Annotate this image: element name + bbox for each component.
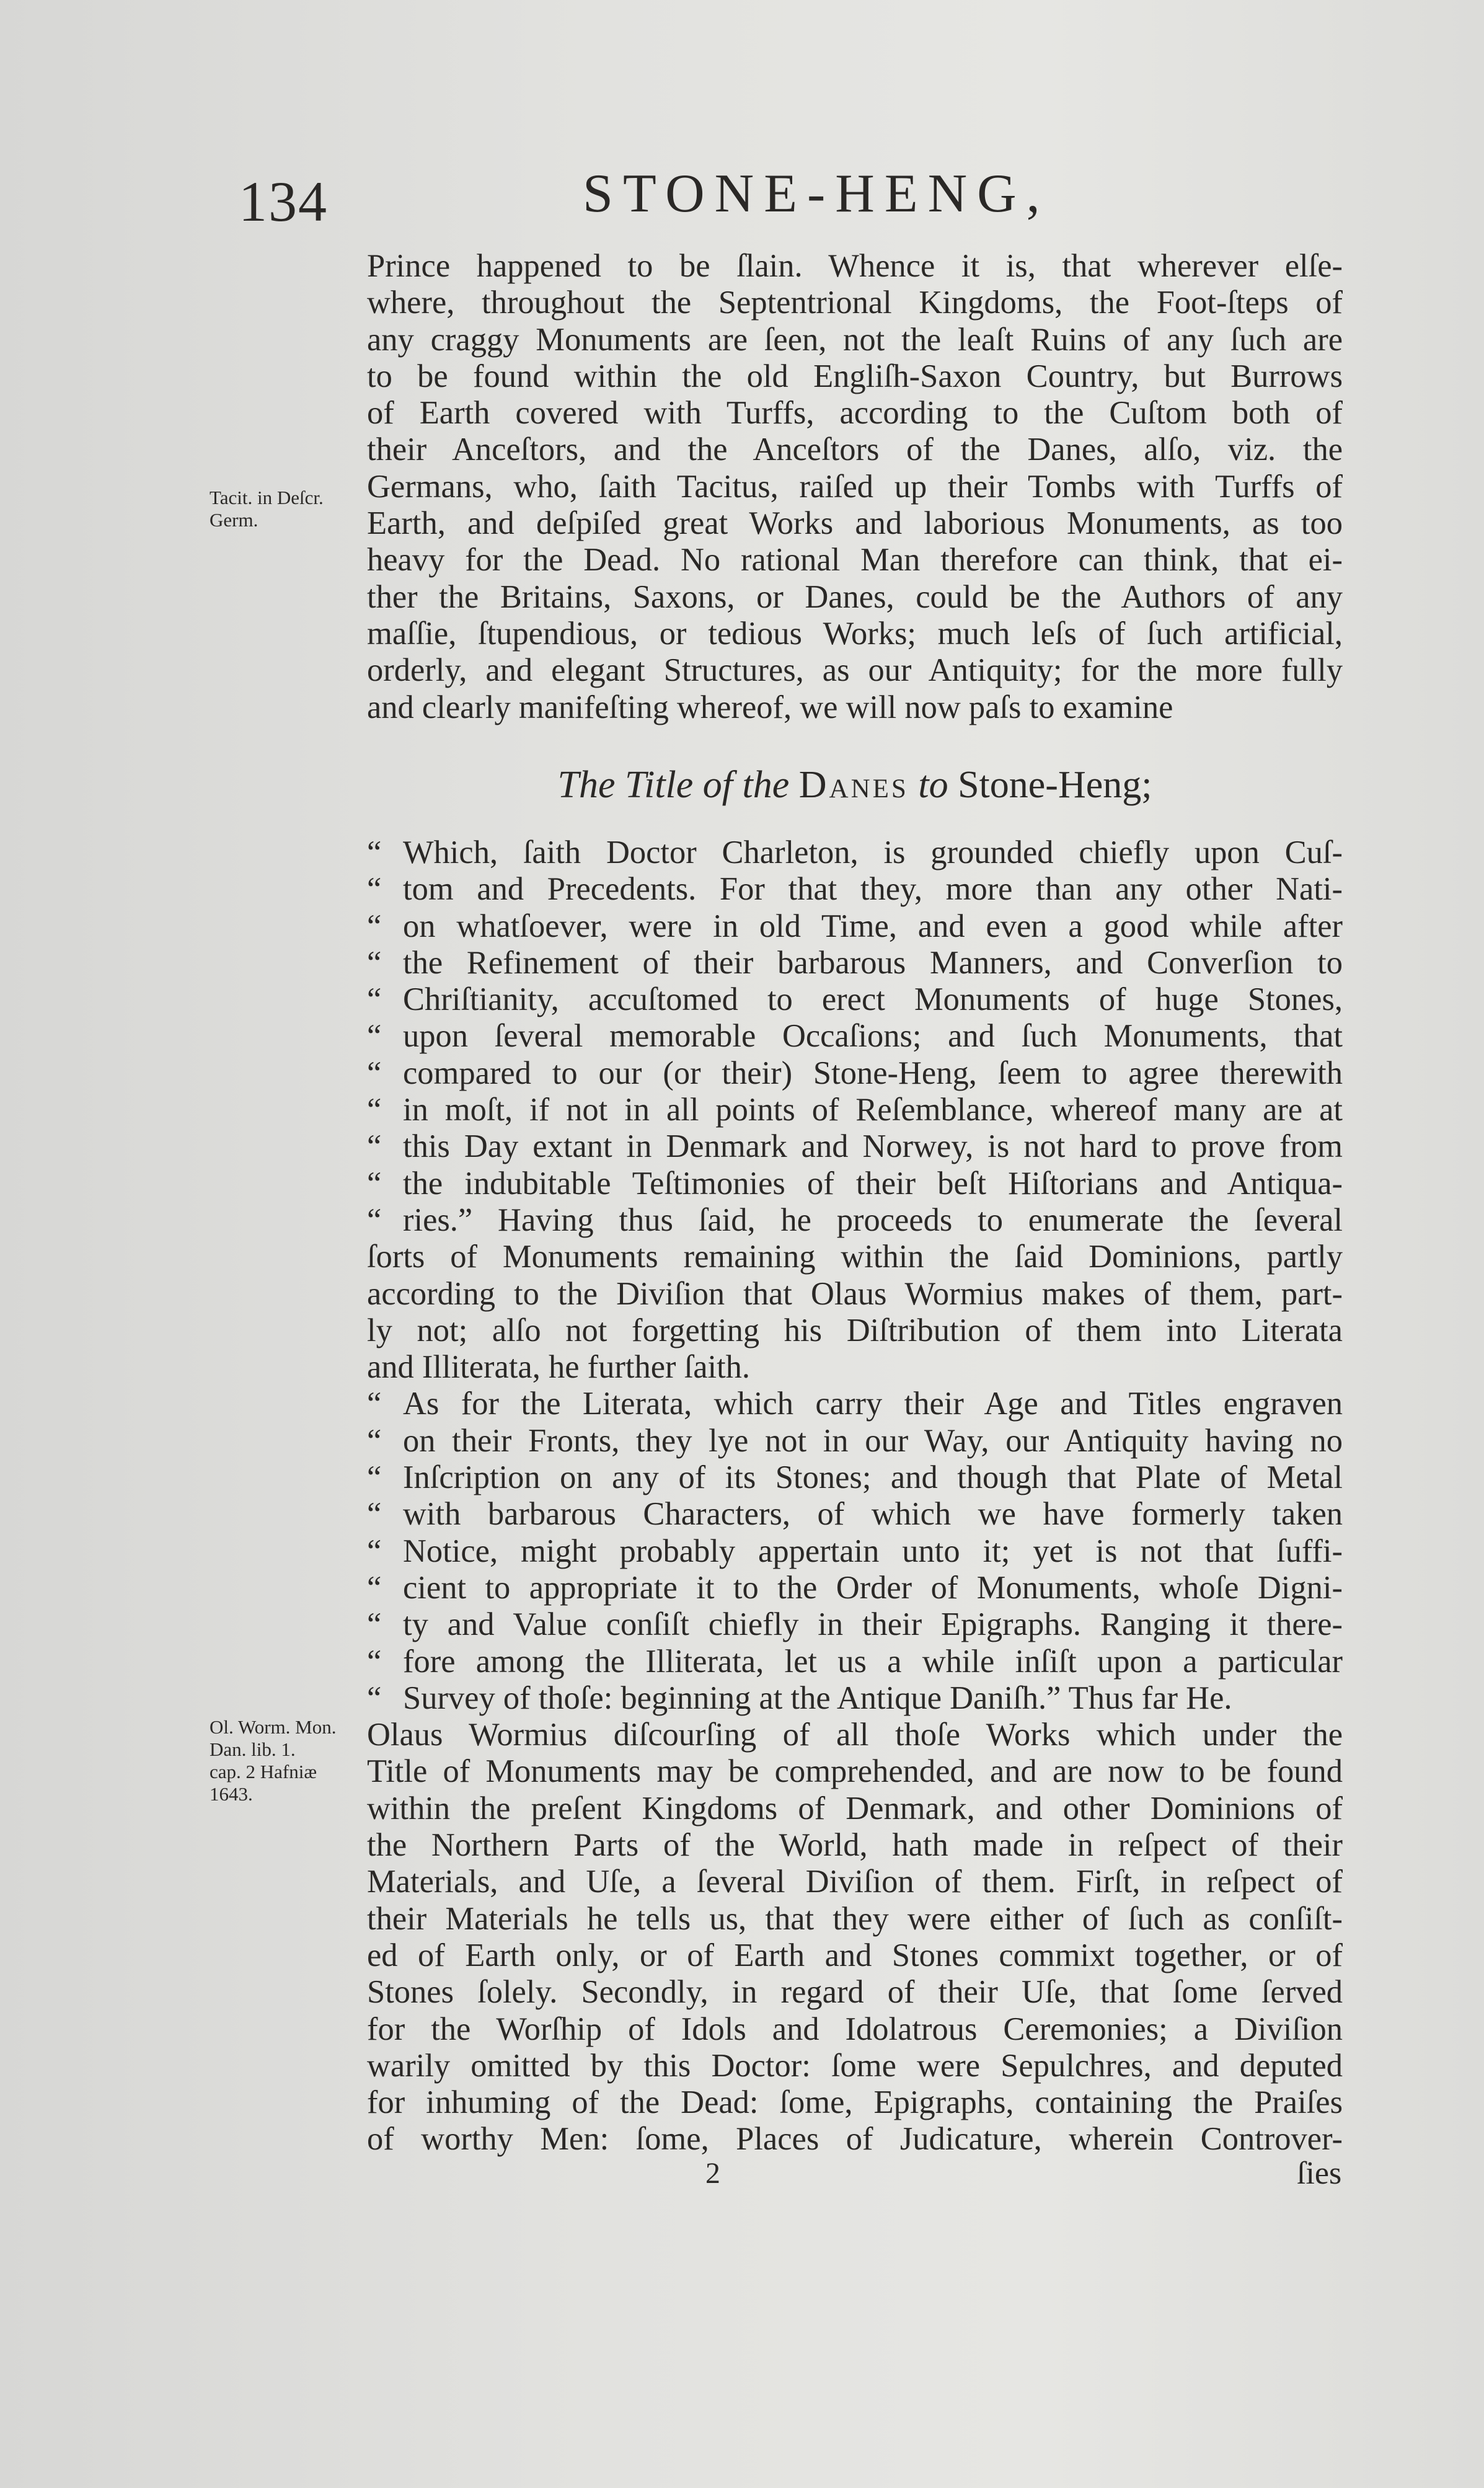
- text-line: ly not; alſo not forgetting his Diſtribution of them into Literata: [367, 1312, 1343, 1348]
- text-line: of Earth covered with Turffs, according to the Cuſtom both of: [367, 395, 1343, 432]
- text-line: “ Survey of thoſe: beginning at the Antique Daniſh.” Thus far He.: [367, 1680, 1232, 1716]
- text-line: of worthy Men: ſome, Places of Judicature, wherein Controver-: [367, 2121, 1343, 2158]
- margin-note-wormius: [210, 1716, 355, 1805]
- text-line: “ fore among the Illiterata, let us a while inſiſt upon a particular: [367, 1643, 1343, 1680]
- text-line: “ with barbarous Characters, of which we have formerly taken: [367, 1496, 1343, 1533]
- running-head: STONE-HENG,: [583, 164, 1050, 224]
- text-line: their Anceſtors, and the Anceſtors of the Danes, alſo, viz. the: [367, 432, 1343, 468]
- text-line: “ the Refinement of their barbarous Manners, and Converſion to: [367, 944, 1343, 981]
- text-line: and Illiterata, he further ſaith.: [367, 1349, 751, 1386]
- text-line: within the preſent Kingdoms of Denmark, and other Dominions of: [367, 1790, 1343, 1826]
- section-title: The Title of the Danes to Stone-Heng;: [557, 764, 1152, 806]
- text-line: where, throughout the Septentrional Kingdoms, the Foot-ſteps of: [367, 285, 1343, 321]
- text-line: “ in moſt, if not in all points of Reſemblance, whereof many are at: [367, 1092, 1343, 1128]
- text-line: any craggy Monuments are ſeen, not the leaſt Ruins of any ſuch are: [367, 321, 1343, 358]
- text-line: warily omitted by this Doctor: ſome were Sepulchres, and deputed: [367, 2047, 1343, 2084]
- text-line: Olaus Wormius diſcourſing of all thoſe Works which under the: [367, 1717, 1343, 1753]
- text-line: according to the Diviſion that Olaus Wormius makes of them, part-: [367, 1275, 1343, 1312]
- text-line: for the Worſhip of Idols and Idolatrous Ceremonies; a Diviſion: [367, 2011, 1343, 2047]
- text-line: for inhuming of the Dead: ſome, Epigraphs, containing the Praiſes: [367, 2084, 1343, 2121]
- text-line: Materials, and Uſe, a ſeveral Diviſion of them. Firſt, in reſpect of: [367, 1864, 1343, 1900]
- text-line: “ on their Fronts, they lye not in our Way, our Antiquity having no: [367, 1422, 1343, 1459]
- text-line: “ Inſcription on any of its Stones; and though that Plate of Metal: [367, 1459, 1343, 1496]
- text-line: “ on whatſoever, were in old Time, and even a good while after: [367, 908, 1343, 944]
- text-line: to be found within the old Engliſh-Saxon Country, but Burrows: [367, 358, 1343, 394]
- margin-note-line: cap. 2 Hafniæ: [210, 1761, 317, 1782]
- margin-note-tacitus: [210, 487, 355, 531]
- text-line: “ ries.” Having thus ſaid, he proceeds to enumerate the ſeveral: [367, 1202, 1343, 1238]
- text-line: “ the indubitable Teſtimonies of their beſt Hiſtorians and Antiqua-: [367, 1165, 1343, 1202]
- text-line: ther the Britains, Saxons, or Danes, could be the Authors of any: [367, 578, 1343, 615]
- catchword: ſies: [1297, 2156, 1342, 2191]
- signature-mark: 2: [705, 2157, 720, 2190]
- text-line: Prince happened to be ſlain. Whence it is, that wherever elſe-: [367, 248, 1343, 284]
- text-line: and clearly manifeſting whereof, we will now paſs to examine: [367, 689, 1173, 725]
- margin-note-line: Dan. lib. 1.: [210, 1738, 296, 1760]
- text-line: “ ty and Value conſiſt chiefly in their Epigraphs. Ranging it there-: [367, 1606, 1343, 1643]
- text-line: “ As for the Literata, which carry their Age and Titles engraven: [367, 1386, 1343, 1422]
- margin-note-line: Ol. Worm. Mon.: [210, 1716, 337, 1738]
- text-line: “ tom and Precedents. For that they, more than any other Nati-: [367, 871, 1343, 908]
- text-line: “ this Day extant in Denmark and Norwey, is not hard to prove from: [367, 1128, 1343, 1165]
- text-line: heavy for the Dead. No rational Man therefore can think, that ei-: [367, 542, 1343, 578]
- text-line: “ compared to our (or their) Stone-Heng, ſeem to agree therewith: [367, 1055, 1343, 1091]
- text-line: “ Chriſtianity, accuſtomed to erect Monuments of huge Stones,: [367, 981, 1343, 1018]
- text-line: orderly, and elegant Structures, as our Antiquity; for the more fully: [367, 652, 1343, 689]
- text-line: ed of Earth only, or of Earth and Stones commixt together, or of: [367, 1937, 1343, 1973]
- text-line: Stones ſolely. Secondly, in regard of their Uſe, that ſome ſerved: [367, 1974, 1343, 2011]
- margin-note-line: Germ.: [210, 509, 258, 531]
- margin-note-line: Tacit. in Deſcr.: [210, 487, 324, 508]
- text-line: the Northern Parts of the World, hath made in reſpect of their: [367, 1827, 1343, 1864]
- text-line: “ cient to appropriate it to the Order of Monuments, whoſe Digni-: [367, 1569, 1343, 1606]
- text-line: “ upon ſeveral memorable Occaſions; and ſuch Monuments, that: [367, 1018, 1343, 1055]
- text-line: Earth, and deſpiſed great Works and laborious Monuments, as too: [367, 505, 1343, 542]
- text-line: “ Which, ſaith Doctor Charleton, is grounded chiefly upon Cuſ-: [367, 834, 1343, 870]
- text-line: Germans, who, ſaith Tacitus, raiſed up their Tombs with Turffs of: [367, 468, 1343, 505]
- text-line: maſſie, ſtupendious, or tedious Works; much leſs of ſuch artificial,: [367, 615, 1343, 652]
- text-line: “ Notice, might probably appertain unto it; yet is not that ſuffi-: [367, 1533, 1343, 1569]
- page-number: 134: [239, 170, 328, 233]
- text-line: Title of Monuments may be comprehended, and are now to be found: [367, 1753, 1343, 1790]
- text-block-intro: [367, 248, 1343, 726]
- text-line: their Materials he tells us, that they were either of ſuch as conſiſt-: [367, 1900, 1343, 1937]
- margin-note-line: 1643.: [210, 1783, 253, 1805]
- text-block-body: [367, 834, 1343, 2158]
- text-line: ſorts of Monuments remaining within the ſaid Dominions, partly: [367, 1239, 1343, 1275]
